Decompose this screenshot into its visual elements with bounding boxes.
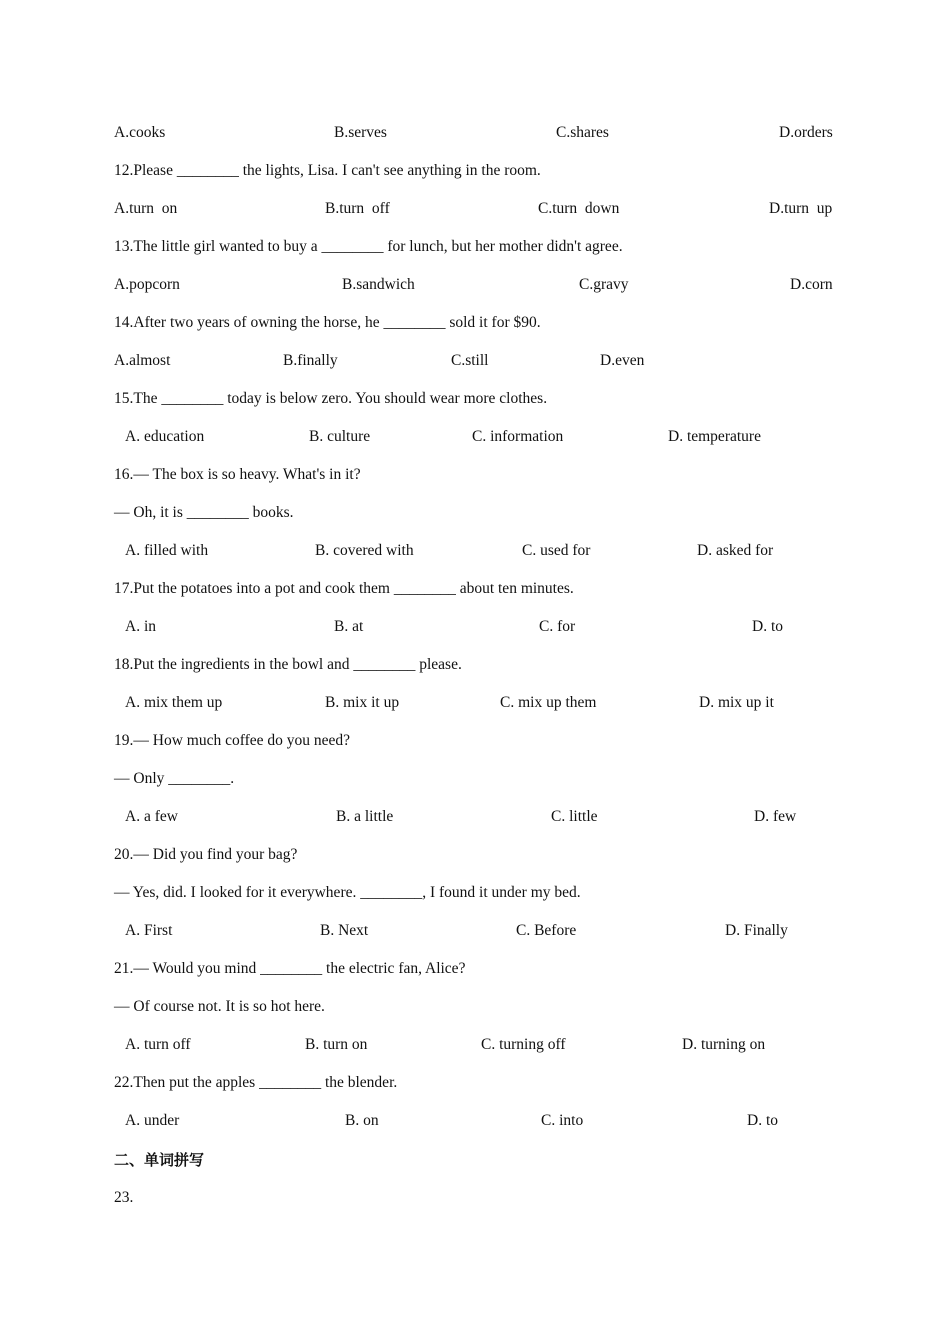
q20-option-b: B. Next xyxy=(320,922,369,939)
q14-stem: 14.After two years of owning the horse, he ________ sold it for $90. xyxy=(114,314,541,331)
q16-option-a: A. filled with xyxy=(125,542,209,559)
q23-number: 23. xyxy=(114,1189,134,1206)
q22-option-b: B. on xyxy=(345,1112,379,1129)
q21-stem-reply: — Of course not. It is so hot here. xyxy=(114,998,325,1015)
q17-option-b: B. at xyxy=(334,618,364,635)
q18-option-a: A. mix them up xyxy=(125,694,223,711)
q15-option-d: D. temperature xyxy=(668,428,761,445)
q13-option-c: C.gravy xyxy=(579,276,629,293)
q18-option-b: B. mix it up xyxy=(325,694,400,711)
q20-option-d: D. Finally xyxy=(725,922,788,939)
q11-option-a: A.cooks xyxy=(114,124,166,141)
q15-option-b: B. culture xyxy=(309,428,371,445)
q22-stem: 22.Then put the apples ________ the blender. xyxy=(114,1074,398,1091)
q16-option-c: C. used for xyxy=(522,542,591,559)
q12-stem: 12.Please ________ the lights, Lisa. I can't see anything in the room. xyxy=(114,162,541,179)
q19-option-a: A. a few xyxy=(125,808,178,825)
q11-option-b: B.serves xyxy=(334,124,387,141)
q11-option-d: D.orders xyxy=(779,124,833,141)
q12-option-b: B.turn off xyxy=(325,200,390,217)
q20-option-a: A. First xyxy=(125,922,173,939)
section-2-heading: 二、单词拼写 xyxy=(114,1151,205,1169)
q21-option-c: C. turning off xyxy=(481,1036,566,1053)
q13-option-a: A.popcorn xyxy=(114,276,180,293)
q17-option-a: A. in xyxy=(125,618,156,635)
q19-stem: 19.— How much coffee do you need? xyxy=(114,732,351,749)
q16-option-b: B. covered with xyxy=(315,542,414,559)
q12-option-d: D.turn up xyxy=(769,200,833,217)
q14-option-b: B.finally xyxy=(283,352,338,369)
q14-option-a: A.almost xyxy=(114,352,171,369)
q20-option-c: C. Before xyxy=(516,922,577,939)
q16-stem-reply: — Oh, it is ________ books. xyxy=(114,504,294,521)
q21-stem: 21.— Would you mind ________ the electric fan, Alice? xyxy=(114,960,466,977)
q22-option-d: D. to xyxy=(747,1112,778,1129)
q22-option-c: C. into xyxy=(541,1112,584,1129)
q15-option-c: C. information xyxy=(472,428,564,445)
q13-option-d: D.corn xyxy=(790,276,833,293)
q13-option-b: B.sandwich xyxy=(342,276,415,293)
q16-option-d: D. asked for xyxy=(697,542,774,559)
q22-option-a: A. under xyxy=(125,1112,180,1129)
q19-option-b: B. a little xyxy=(336,808,394,825)
q11-option-c: C.shares xyxy=(556,124,609,141)
q18-stem: 18.Put the ingredients in the bowl and ________ please. xyxy=(114,656,462,673)
q15-stem: 15.The ________ today is below zero. You should wear more clothes. xyxy=(114,390,548,407)
q16-stem: 16.— The box is so heavy. What's in it? xyxy=(114,466,361,483)
q17-option-d: D. to xyxy=(752,618,783,635)
q18-option-d: D. mix up it xyxy=(699,694,774,711)
q19-option-d: D. few xyxy=(754,808,797,825)
q18-option-c: C. mix up them xyxy=(500,694,597,711)
q12-option-c: C.turn down xyxy=(538,200,620,217)
q17-stem: 17.Put the potatoes into a pot and cook them ________ about ten minutes. xyxy=(114,580,574,597)
q20-stem-reply: — Yes, did. I looked for it everywhere. ________, I found it under my bed. xyxy=(114,884,581,901)
q17-option-c: C. for xyxy=(539,618,576,635)
q19-stem-reply: — Only ________. xyxy=(114,770,235,787)
q20-stem: 20.— Did you find your bag? xyxy=(114,846,298,863)
q14-option-c: C.still xyxy=(451,352,489,369)
q21-option-d: D. turning on xyxy=(682,1036,766,1053)
q21-option-b: B. turn on xyxy=(305,1036,368,1053)
q12-option-a: A.turn on xyxy=(114,200,178,217)
q19-option-c: C. little xyxy=(551,808,598,825)
q15-option-a: A. education xyxy=(125,428,205,445)
q14-option-d: D.even xyxy=(600,352,645,369)
q21-option-a: A. turn off xyxy=(125,1036,191,1053)
q13-stem: 13.The little girl wanted to buy a ________ for lunch, but her mother didn't agree. xyxy=(114,238,623,255)
